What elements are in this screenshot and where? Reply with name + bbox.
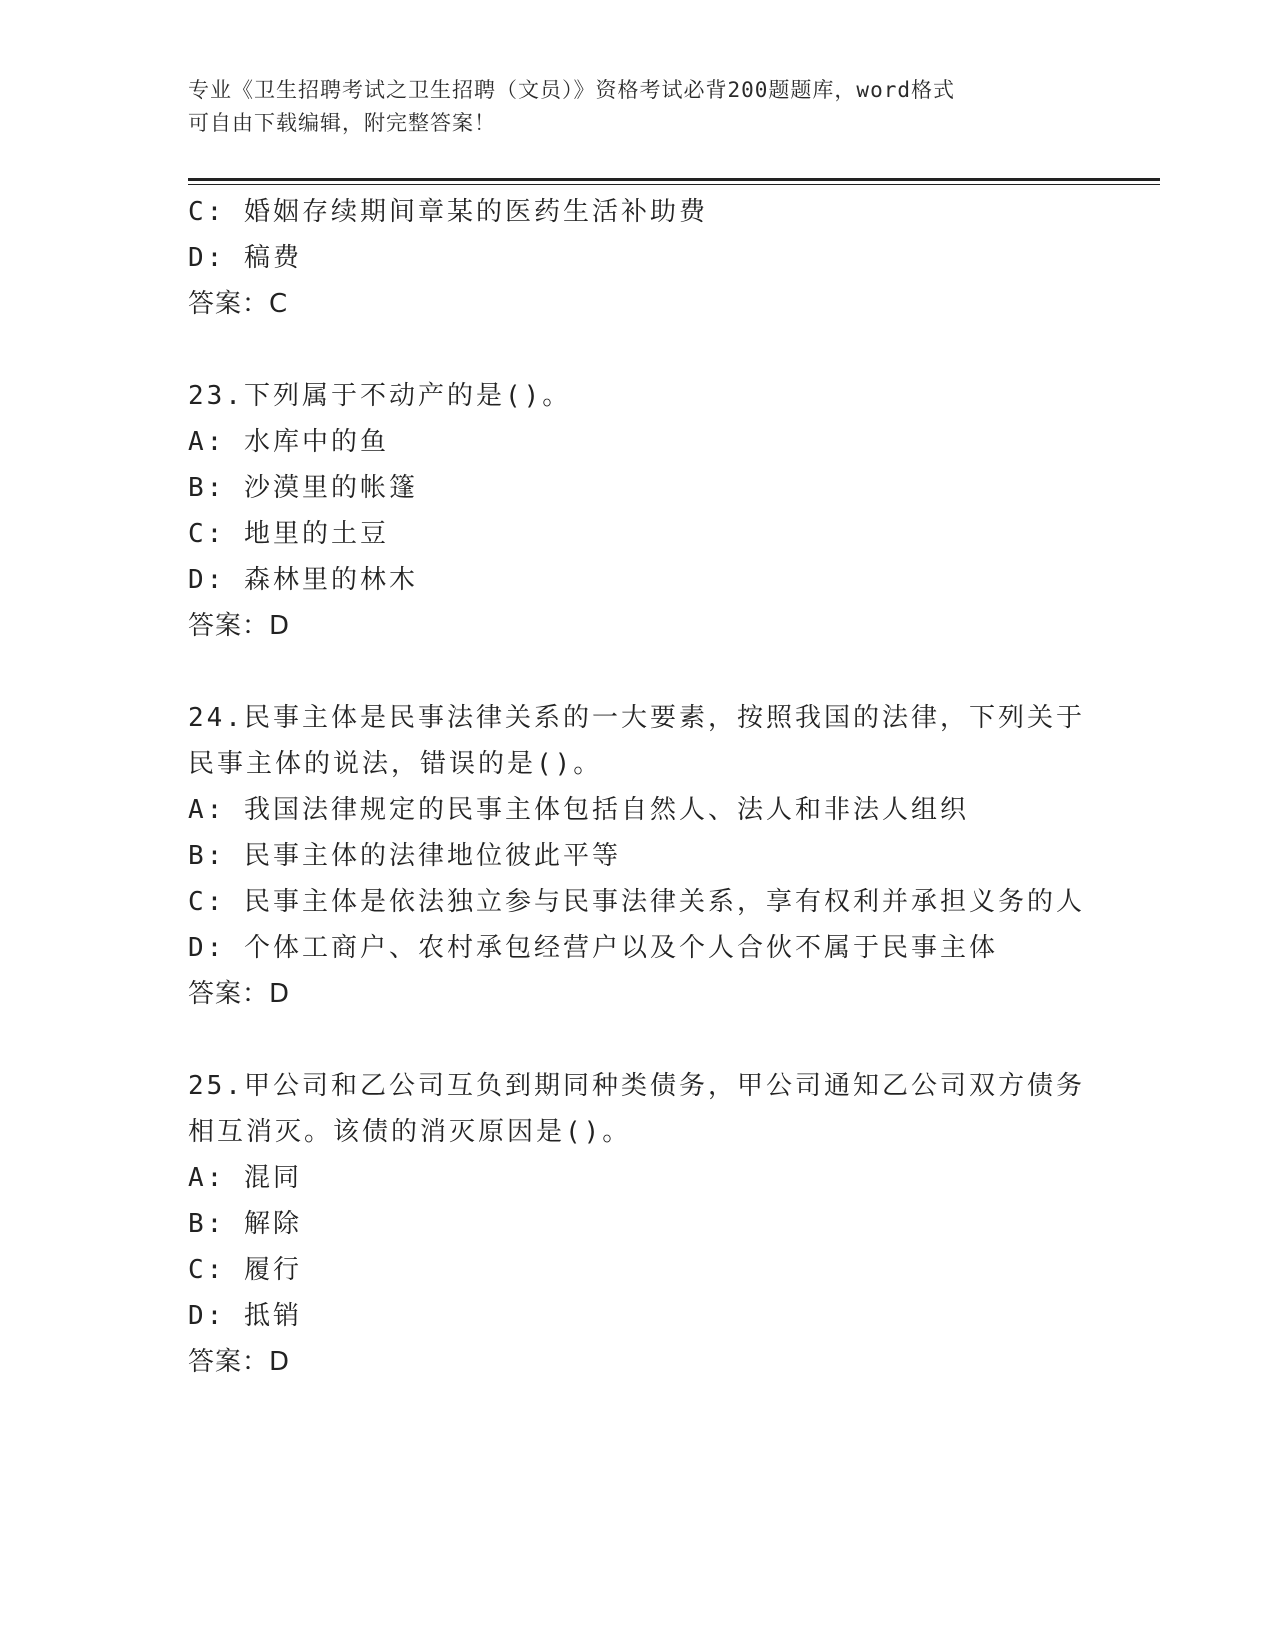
- question-stem-continued: 相互消灭。该债的消灭原因是()。: [188, 1117, 632, 1147]
- option-b: B: 解除: [188, 1209, 302, 1239]
- document-header: [188, 74, 1088, 140]
- spacer: [188, 649, 1168, 695]
- question-stem-continued: 民事主体的说法，错误的是()。: [188, 749, 603, 779]
- question-23: [188, 373, 1168, 649]
- question-25: [188, 1063, 1168, 1385]
- option-b: B: 沙漠里的帐篷: [188, 473, 418, 503]
- option-d: D: 抵销: [188, 1301, 302, 1331]
- option-c: C: 地里的土豆: [188, 519, 389, 549]
- spacer: [188, 327, 1168, 373]
- carryover-question: [188, 189, 1168, 327]
- answer-line: 答案：D: [188, 611, 291, 641]
- option-d: D: 稿费: [188, 243, 302, 273]
- option-c: C: 婚姻存续期间章某的医药生活补助费: [188, 197, 708, 227]
- header-title-line-2: 可自由下载编辑，附完整答案！: [188, 111, 496, 135]
- option-c: C: 民事主体是依法独立参与民事法律关系，享有权利并承担义务的人: [188, 887, 1085, 917]
- option-a: A: 我国法律规定的民事主体包括自然人、法人和非法人组织: [188, 795, 969, 825]
- option-d: D: 个体工商户、农村承包经营户以及个人合伙不属于民事主体: [188, 933, 998, 963]
- answer-line: 答案：D: [188, 979, 291, 1009]
- answer-line: 答案：D: [188, 1347, 291, 1377]
- option-d: D: 森林里的林木: [188, 565, 418, 595]
- question-24: [188, 695, 1168, 1017]
- spacer: [188, 1017, 1168, 1063]
- question-list: [188, 189, 1168, 1385]
- question-stem: 23.下列属于不动产的是()。: [188, 381, 572, 411]
- question-stem: 25.甲公司和乙公司互负到期同种类债务，甲公司通知乙公司双方债务: [188, 1071, 1085, 1101]
- option-b: B: 民事主体的法律地位彼此平等: [188, 841, 621, 871]
- option-a: A: 混同: [188, 1163, 302, 1193]
- question-stem: 24.民事主体是民事法律关系的一大要素，按照我国的法律，下列关于: [188, 703, 1085, 733]
- header-title-line-1: 专业《卫生招聘考试之卫生招聘（文员）》资格考试必背200题题库，word格式: [188, 78, 955, 102]
- answer-line: 答案：C: [188, 289, 289, 319]
- option-a: A: 水库中的鱼: [188, 427, 389, 457]
- header-divider-thin: [188, 184, 1160, 185]
- option-c: C: 履行: [188, 1255, 302, 1285]
- header-divider-thick: [188, 178, 1160, 181]
